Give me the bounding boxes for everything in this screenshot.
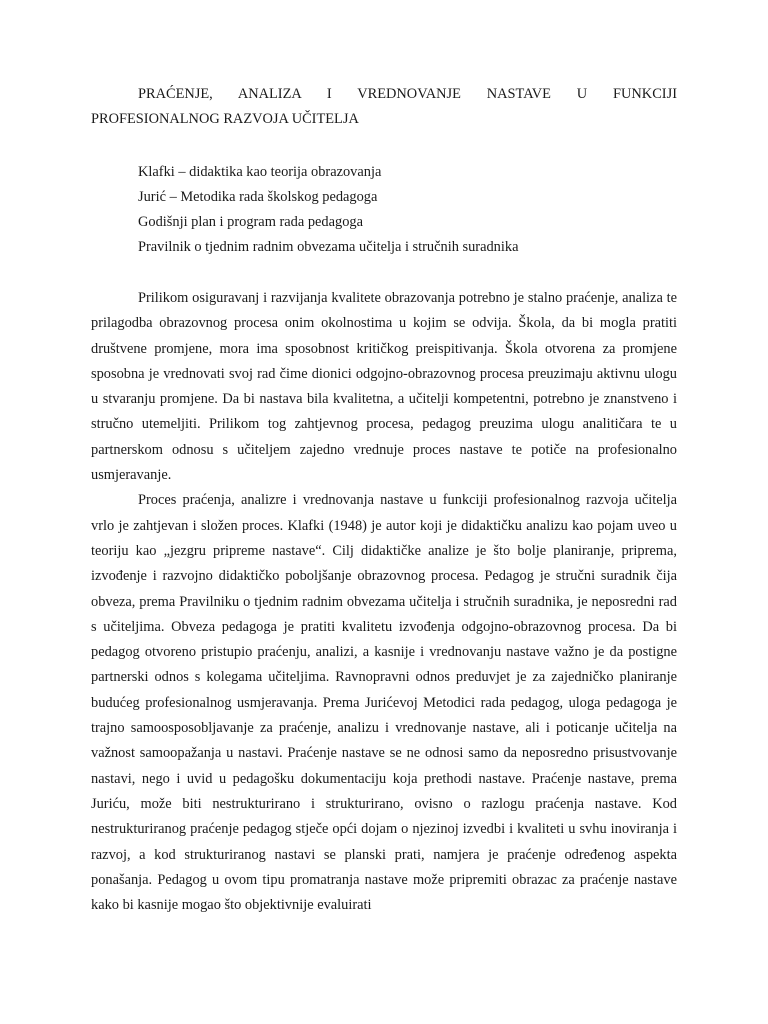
document-title <box>91 82 677 132</box>
reference-item: Jurić – Metodika rada školskog pedagoga <box>138 189 378 205</box>
reference-item: Klafki – didaktika kao teorija obrazovanja <box>138 164 382 180</box>
reference-item: Godišnji plan i program rada pedagoga <box>138 214 363 230</box>
body-paragraph: Proces praćenja, analizre i vrednovanja nastave u funkciji profesionalnog razvoja učitelja vrlo je zahtjevan i složen proces. Klafki (1948) je autor koji je didaktičku analizu kao pojam uveo u teoriju kao „jezgru pripreme nastave“. Cilj didaktičke analize je što bolje planiranje, priprema, izvođenje i razvojno didaktičko poboljšanje obrazovnog procesa. Pedagog je stručni suradnik čija obveza, prema Pravilniku o tjednim radnim obvezama učitelja i stručnih suradnika, je neposredni rad s učiteljima. Obveza pedagoga je pratiti kvalitetu izvođenja odgojno-obrazovnog procesa. Da bi pedagog otvoreno pristupio praćenju, analizi, a kasnije i vrednovanju nastave važno je da postigne partnerski odnos s kolegama učiteljima. Ravnopravni odnos preduvjet je za zajedničko planiranje budućeg profesionalnog usmjeravanja. Prema Jurićevoj Metodici rada pedagog, uloga pedagoga je trajno samoosposobljavanje za praćenje, analizu i vrednovanje nastave, ali i poticanje učitelja na važnost samoopažanja u nastavi. Praćenje nastave se ne odnosi samo da neposredno prisustvovanje nastavi, nego i uvid u pedagošku dokumentaciju koja prethodi nastave. Praćenje nastave, prema Juriću, može biti nestrukturirano i strukturirano, ovisno o razlogu praćenja nastave. Kod nestrukturiranog praćenje pedagog stječe opći dojam o njezinoj izvedbi i kvaliteti u svhu inoviranja i razvoj, a kod strukturiranog nastavi se planski prati, namjera je praćenje određenog aspekta ponašanja. Pedagog u ovom tipu promatranja nastave može pripremiti obrazac za praćenje nastave kako bi kasnije mogao što objektivnije evaluirati <box>91 492 677 914</box>
reference-item: Pravilnik o tjednim radnim obvezama učitelja i stručnih suradnika <box>138 239 519 255</box>
title-line-1: PRAĆENJE, ANALIZA I VREDNOVANJE NASTAVE U FUNKCIJI <box>138 86 677 102</box>
reference-list <box>91 160 677 260</box>
body-paragraph: Prilikom osiguravanj i razvijanja kvalitete obrazovanja potrebno je stalno praćenje, analiza te prilagodba obrazovnog procesa onim okolnostima u kojim se odvija. Škola, da bi mogla pratiti društvene promjene, mora ima sposobnost kritičkog preispitivanja. Škola otvorena za promjene sposobna je vrednovati svoj rad čime dionici odgojno-obrazovnog procesa preuzimaju aktivnu ulogu u stvaranju promjene. Da bi nastava bila kvalitetna, a učitelji kompetentni, potrebno je znanstveno i stručno utemeljiti. Prilikom tog zahtjevnog procesa, pedagog preuzima ulogu analitičara te u partnerskom odnosu s učiteljem zajedno vrednuje proces nastave te potiče na profesionalno usmjeravanje. <box>91 290 677 484</box>
title-line-2: PROFESIONALNOG RAZVOJA UČITELJA <box>91 111 359 127</box>
document-body <box>91 286 677 918</box>
document-content <box>91 82 677 918</box>
